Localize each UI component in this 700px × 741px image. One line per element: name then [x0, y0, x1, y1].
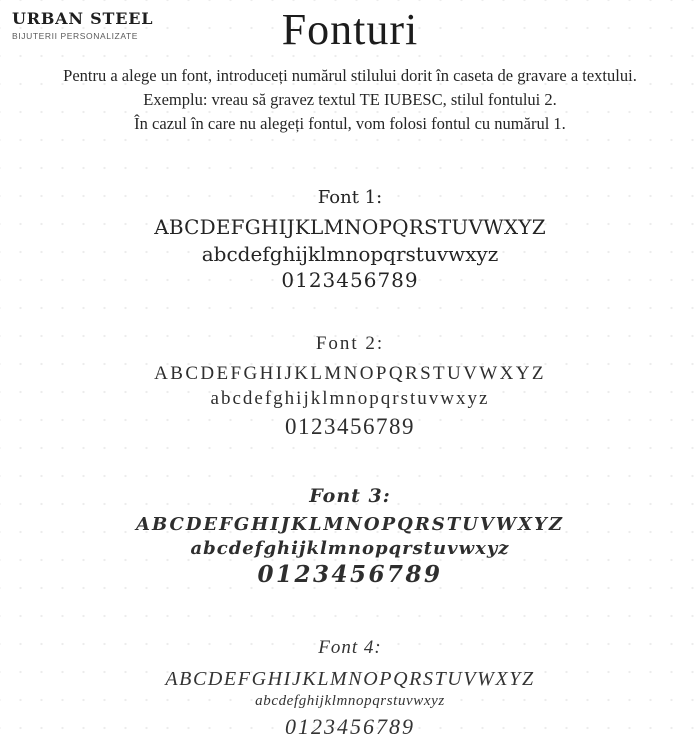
font-2-digits: 0123456789	[285, 413, 415, 439]
font-3-digits: 0123456789	[257, 561, 443, 589]
font-4-lowercase: abcdefghijklmnopqrstuvwxyz	[255, 693, 445, 710]
font-1-digits: 0123456789	[281, 267, 419, 292]
font-samples	[0, 186, 700, 741]
logo-subtitle: BIJUTERII PERSONALIZATE	[12, 30, 139, 41]
intro-line-1: Pentru a alege un font, introduceți numărul stilului dorit în caseta de gravare a textului.	[63, 66, 637, 86]
font-4-digits: 0123456789	[285, 714, 415, 740]
font-1-label: Font 1:	[317, 187, 383, 209]
font-1-uppercase: ABCDEFGHIJKLMNOPQRSTUVWXYZ	[154, 215, 546, 240]
intro-paragraph	[0, 64, 700, 136]
font-sample-2	[0, 331, 700, 442]
intro-line-2: Exemplu: vreau să gravez textul TE IUBESC, stilul fontului 2.	[143, 90, 557, 110]
font-3-uppercase: ABCDEFGHIJKLMNOPQRSTUVWXYZ	[135, 513, 565, 535]
font-1-lowercase: abcdefghijklmnopqrstuvwxyz	[201, 241, 499, 266]
font-sample-4	[0, 635, 700, 741]
page-title: Fonturi	[281, 5, 419, 54]
font-sample-3	[0, 484, 700, 591]
font-3-label: Font 3:	[309, 484, 391, 507]
intro-line-3: În cazul în care nu alegeți fontul, vom folosi fontul cu numărul 1.	[134, 114, 566, 134]
font-3-lowercase: abcdefghijklmnopqrstuvwxyz	[190, 537, 510, 559]
font-sample-1	[0, 186, 700, 293]
site-logo[interactable]	[12, 10, 153, 41]
font-4-uppercase: ABCDEFGHIJKLMNOPQRSTUVWXYZ	[165, 667, 535, 690]
font-2-lowercase: abcdefghijklmnopqrstuvwxyz	[210, 388, 490, 410]
font-2-label: Font 2:	[315, 333, 385, 355]
logo-title: URBAN STEEL	[12, 9, 154, 28]
font-4-label: Font 4:	[318, 636, 382, 658]
font-2-uppercase: ABCDEFGHIJKLMNOPQRSTUVWXYZ	[154, 363, 546, 385]
